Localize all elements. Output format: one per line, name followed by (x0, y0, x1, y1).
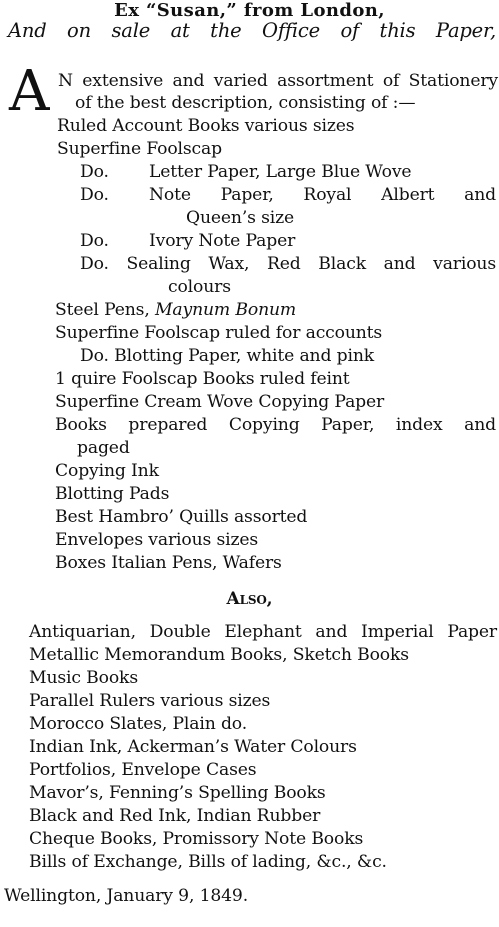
item-quire-books: 1 quire Foolscap Books ruled feint (55, 369, 350, 389)
item-prepared-books: Books prepared Copying Paper, index and (55, 415, 496, 435)
item-italian-pens: Boxes Italian Pens, Wafers (55, 553, 282, 573)
item-ruled-books: Ruled Account Books various sizes (57, 116, 355, 136)
item-sealing-wax-cont: colours (168, 277, 231, 297)
item-note-paper: Note Paper, Royal Albert and (149, 185, 496, 205)
item-foolscap-ruled: Superfine Foolscap ruled for accounts (55, 323, 383, 343)
item-letter-paper: Letter Paper, Large Blue Wove (149, 162, 412, 182)
intro-line-1: N extensive and varied assortment of Stationery (58, 71, 498, 91)
item-letter-do: Do. (80, 162, 109, 182)
item-note-paper-cont: Queen’s size (186, 208, 295, 228)
also-heading: Also, (226, 589, 273, 609)
also-item-bills: Bills of Exchange, Bills of lading, &c., &c. (29, 852, 387, 872)
also-item-rulers: Parallel Rulers various sizes (29, 691, 271, 711)
also-item-spelling-books: Mavor’s, Fenning’s Spelling Books (29, 783, 326, 803)
steel-pens-label: Steel Pens, (55, 300, 150, 320)
item-ivory-do: Do. (80, 231, 109, 251)
also-item-cheque-books: Cheque Books, Promissory Note Books (29, 829, 364, 849)
dateline: Wellington, January 9, 1849. (4, 886, 249, 906)
item-sealing-wax: Do. Sealing Wax, Red Black and various (80, 254, 496, 274)
also-item-music: Music Books (29, 668, 138, 688)
item-cream-wove: Superfine Cream Wove Copying Paper (55, 392, 385, 412)
item-envelopes: Envelopes various sizes (55, 530, 259, 550)
item-ivory-paper: Ivory Note Paper (149, 231, 296, 251)
item-copying-ink: Copying Ink (55, 461, 159, 481)
item-blotting-pads: Blotting Pads (55, 484, 170, 504)
steel-pens-brand: Maynum Bonum (154, 300, 297, 320)
also-item-black-red-ink: Black and Red Ink, Indian Rubber (29, 806, 321, 826)
ad-heading: Ex “Susan,” from London, (114, 0, 385, 21)
also-item-antiquarian: Antiquarian, Double Elephant and Imperial Paper (29, 622, 497, 642)
item-foolscap: Superfine Foolscap (57, 139, 222, 159)
item-steel-pens (55, 299, 296, 321)
also-item-portfolios: Portfolios, Envelope Cases (29, 760, 257, 780)
item-prepared-books-cont: paged (77, 438, 130, 458)
item-hambro-quills: Best Hambro’ Quills assorted (55, 507, 308, 527)
also-item-slates: Morocco Slates, Plain do. (29, 714, 248, 734)
item-note-do: Do. (80, 185, 109, 205)
intro-line-2: of the best description, consisting of :— (75, 93, 416, 113)
item-blotting-paper: Do. Blotting Paper, white and pink (80, 346, 375, 366)
sale-line: And on sale at the Office of this Paper, (8, 19, 496, 42)
also-item-indian-ink: Indian Ink, Ackerman’s Water Colours (29, 737, 357, 757)
drop-cap: A (9, 59, 50, 124)
also-item-metallic: Metallic Memorandum Books, Sketch Books (29, 645, 409, 665)
